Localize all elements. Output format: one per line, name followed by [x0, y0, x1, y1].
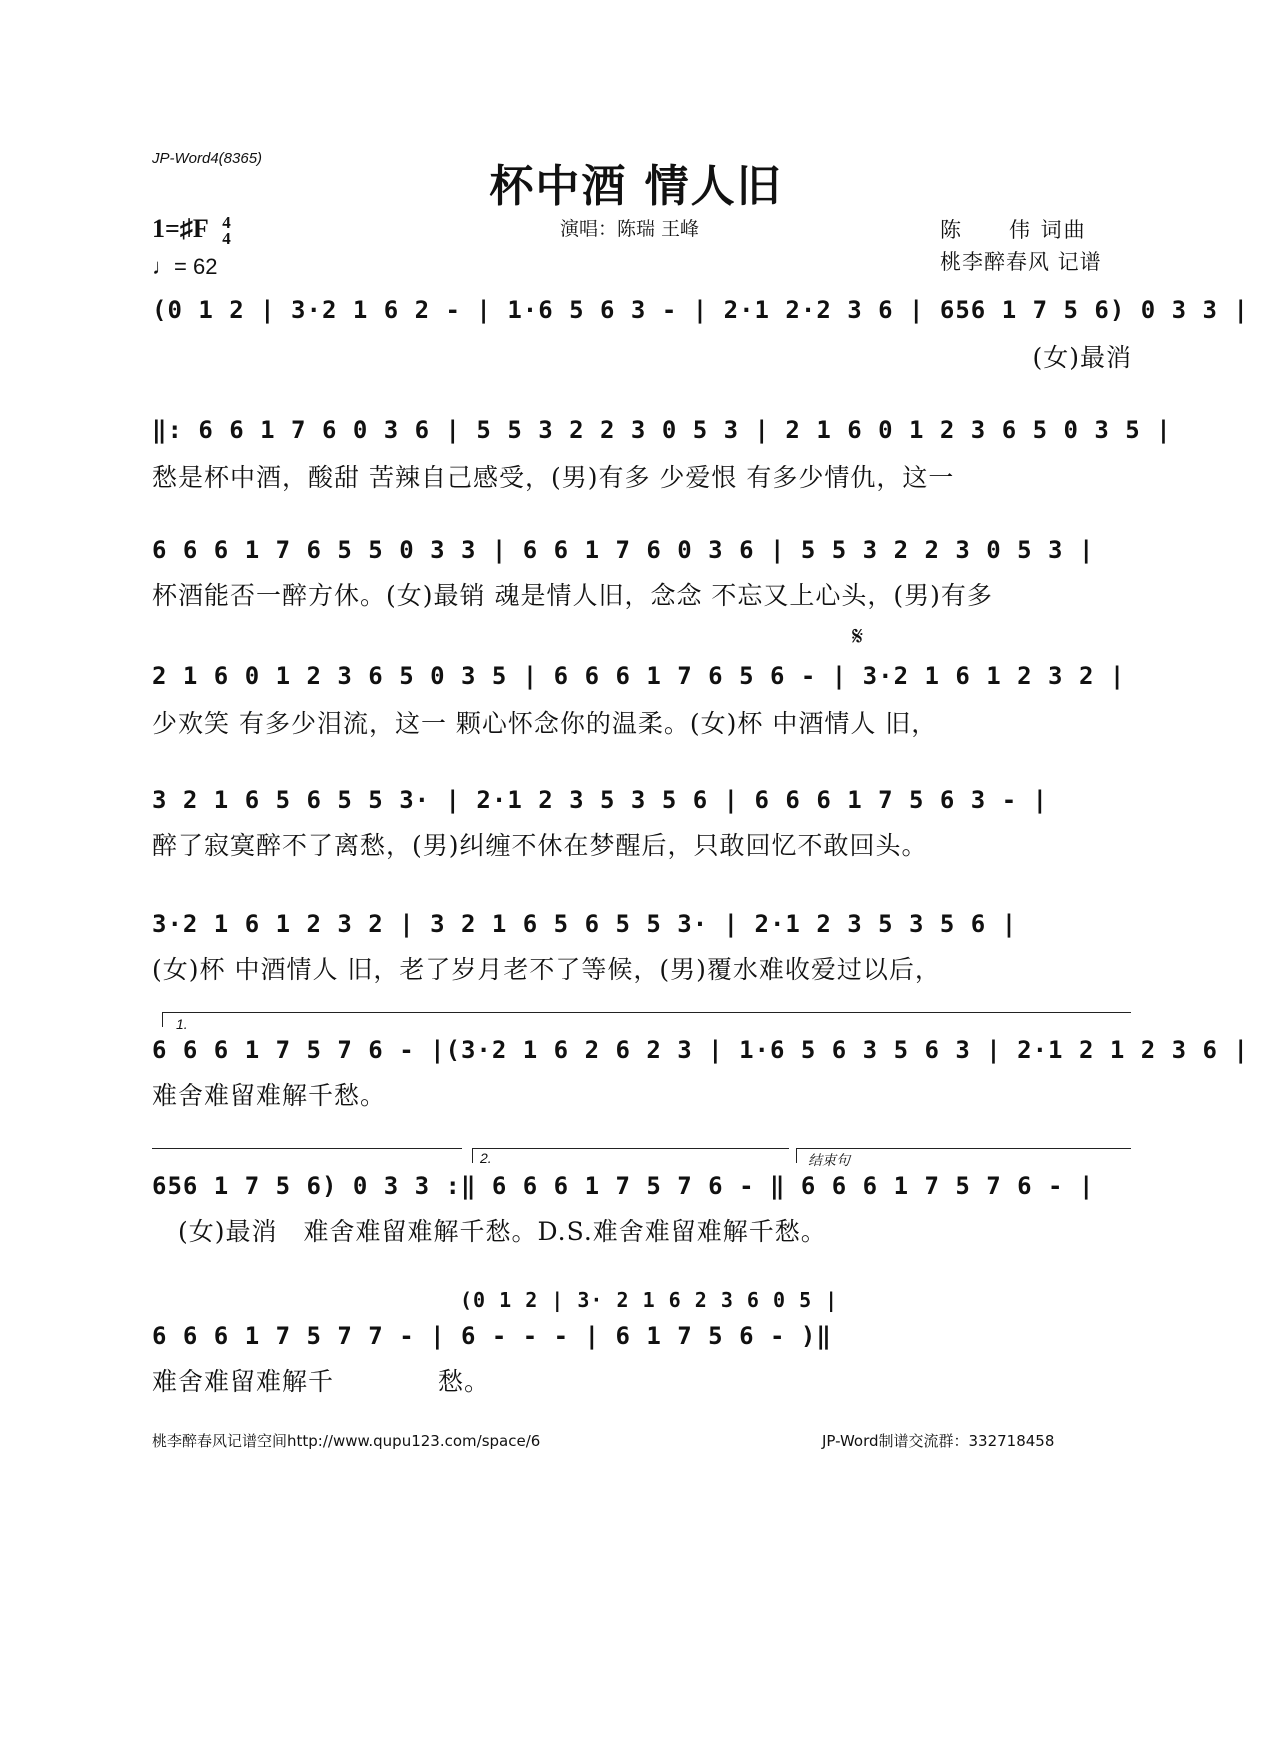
song-title: 杯中酒 情人旧: [489, 161, 783, 212]
music-line-9-upper: (0 1 2 | 3· 2 1 6 2 3 6 0 5 |: [460, 1288, 839, 1312]
transcriber: 桃李醉春风 记谱: [940, 250, 1102, 274]
volta-bracket-2: [472, 1148, 789, 1163]
volta-bracket-1-continued: [152, 1148, 462, 1163]
segno-sign: 𝄋: [852, 622, 864, 652]
composer: 陈 伟 词曲: [940, 218, 1087, 242]
lyric-line-1: (女)最消: [1032, 343, 1132, 372]
footer-group: JP-Word制谱交流群：332718458: [822, 1432, 1055, 1450]
lyric-line-8: (女)最消 难舍难留难解千愁。D.S.难舍难留难解千愁。: [152, 1217, 827, 1246]
time-sig-bottom: 4: [222, 229, 231, 249]
lyric-line-5: 醉了寂寞醉不了离愁，(男)纠缠不休在梦醒后，只敢回忆不敢回头。: [152, 831, 928, 860]
music-line-4: 2 1 6 0 1 2 3 6 5 0 3 5 | 6 6 6 1 7 6 5 6 - | 3·2 1 6 1 2 3 2 |: [152, 662, 1126, 690]
volta-bracket-1: [162, 1012, 1131, 1027]
lyric-line-6: (女)杯 中酒情人 旧，老了岁月老不了等候，(男)覆水难收爱过以后，: [152, 955, 941, 984]
music-line-3: 6 6 6 1 7 6 5 5 0 3 3 | 6 6 1 7 6 0 3 6 | 5 5 3 2 2 3 0 5 3 |: [152, 536, 1095, 564]
software-label: JP-Word4(8365): [152, 150, 263, 167]
tempo-marking: ♩= 62: [152, 254, 218, 279]
music-line-5: 3 2 1 6 5 6 5 5 3· | 2·1 2 3 5 3 5 6 | 6 6 6 1 7 5 6 3 - |: [152, 786, 1049, 814]
music-line-7: 6 6 6 1 7 5 7 6 - |(3·2 1 6 2 6 2 3 | 1·6 5 6 3 5 6 3 | 2·1 2 1 2 3 6 |: [152, 1036, 1249, 1064]
key-signature: [152, 214, 231, 247]
lyric-line-4: 少欢笑 有多少泪流，这一 颗心怀念你的温柔。(女)杯 中酒情人 旧，: [152, 709, 938, 738]
key-label: 1=♯F: [152, 214, 208, 243]
music-line-2: ‖: 6 6 1 7 6 0 3 6 | 5 5 3 2 2 3 0 5 3 | 2 1 6 0 1 2 3 6 5 0 3 5 |: [152, 416, 1172, 444]
lyric-line-9: 难舍难留难解千 愁。: [152, 1367, 491, 1396]
footer-source: 桃李醉春风记谱空间http://www.qupu123.com/space/6: [152, 1432, 541, 1450]
music-line-9: 6 6 6 1 7 5 7 7 - | 6 - - - | 6 1 7 5 6 - )‖: [152, 1322, 832, 1350]
lyric-line-7: 难舍难留难解千愁。: [152, 1081, 387, 1110]
ending-label: 结束句: [808, 1152, 850, 1168]
music-line-8: 656 1 7 5 6) 0 3 3 :‖ 6 6 6 1 7 5 7 6 - ‖ 6 6 6 1 7 5 7 6 - |: [152, 1172, 1095, 1200]
volta-label-1: 1.: [176, 1016, 188, 1032]
volta-label-2: 2.: [480, 1150, 492, 1166]
music-line-6: 3·2 1 6 1 2 3 2 | 3 2 1 6 5 6 5 5 3· | 2·1 2 3 5 3 5 6 |: [152, 910, 1018, 938]
time-signature: [222, 215, 231, 247]
time-sig-top: 4: [222, 213, 231, 233]
lyric-line-3: 杯酒能否一醉方休。(女)最销 魂是情人旧，念念 不忘又上心头，(男)有多: [152, 581, 993, 610]
performer: 演唱：陈瑞 王峰: [560, 218, 700, 240]
lyric-line-2: 愁是杯中酒，酸甜 苦辣自己感受，(男)有多 少爱恨 有多少情仇，这一: [152, 463, 955, 492]
music-line-1: (0 1 2 | 3·2 1 6 2 - | 1·6 5 6 3 - | 2·1 2·2 3 6 | 656 1 7 5 6) 0 3 3 |: [152, 296, 1249, 324]
